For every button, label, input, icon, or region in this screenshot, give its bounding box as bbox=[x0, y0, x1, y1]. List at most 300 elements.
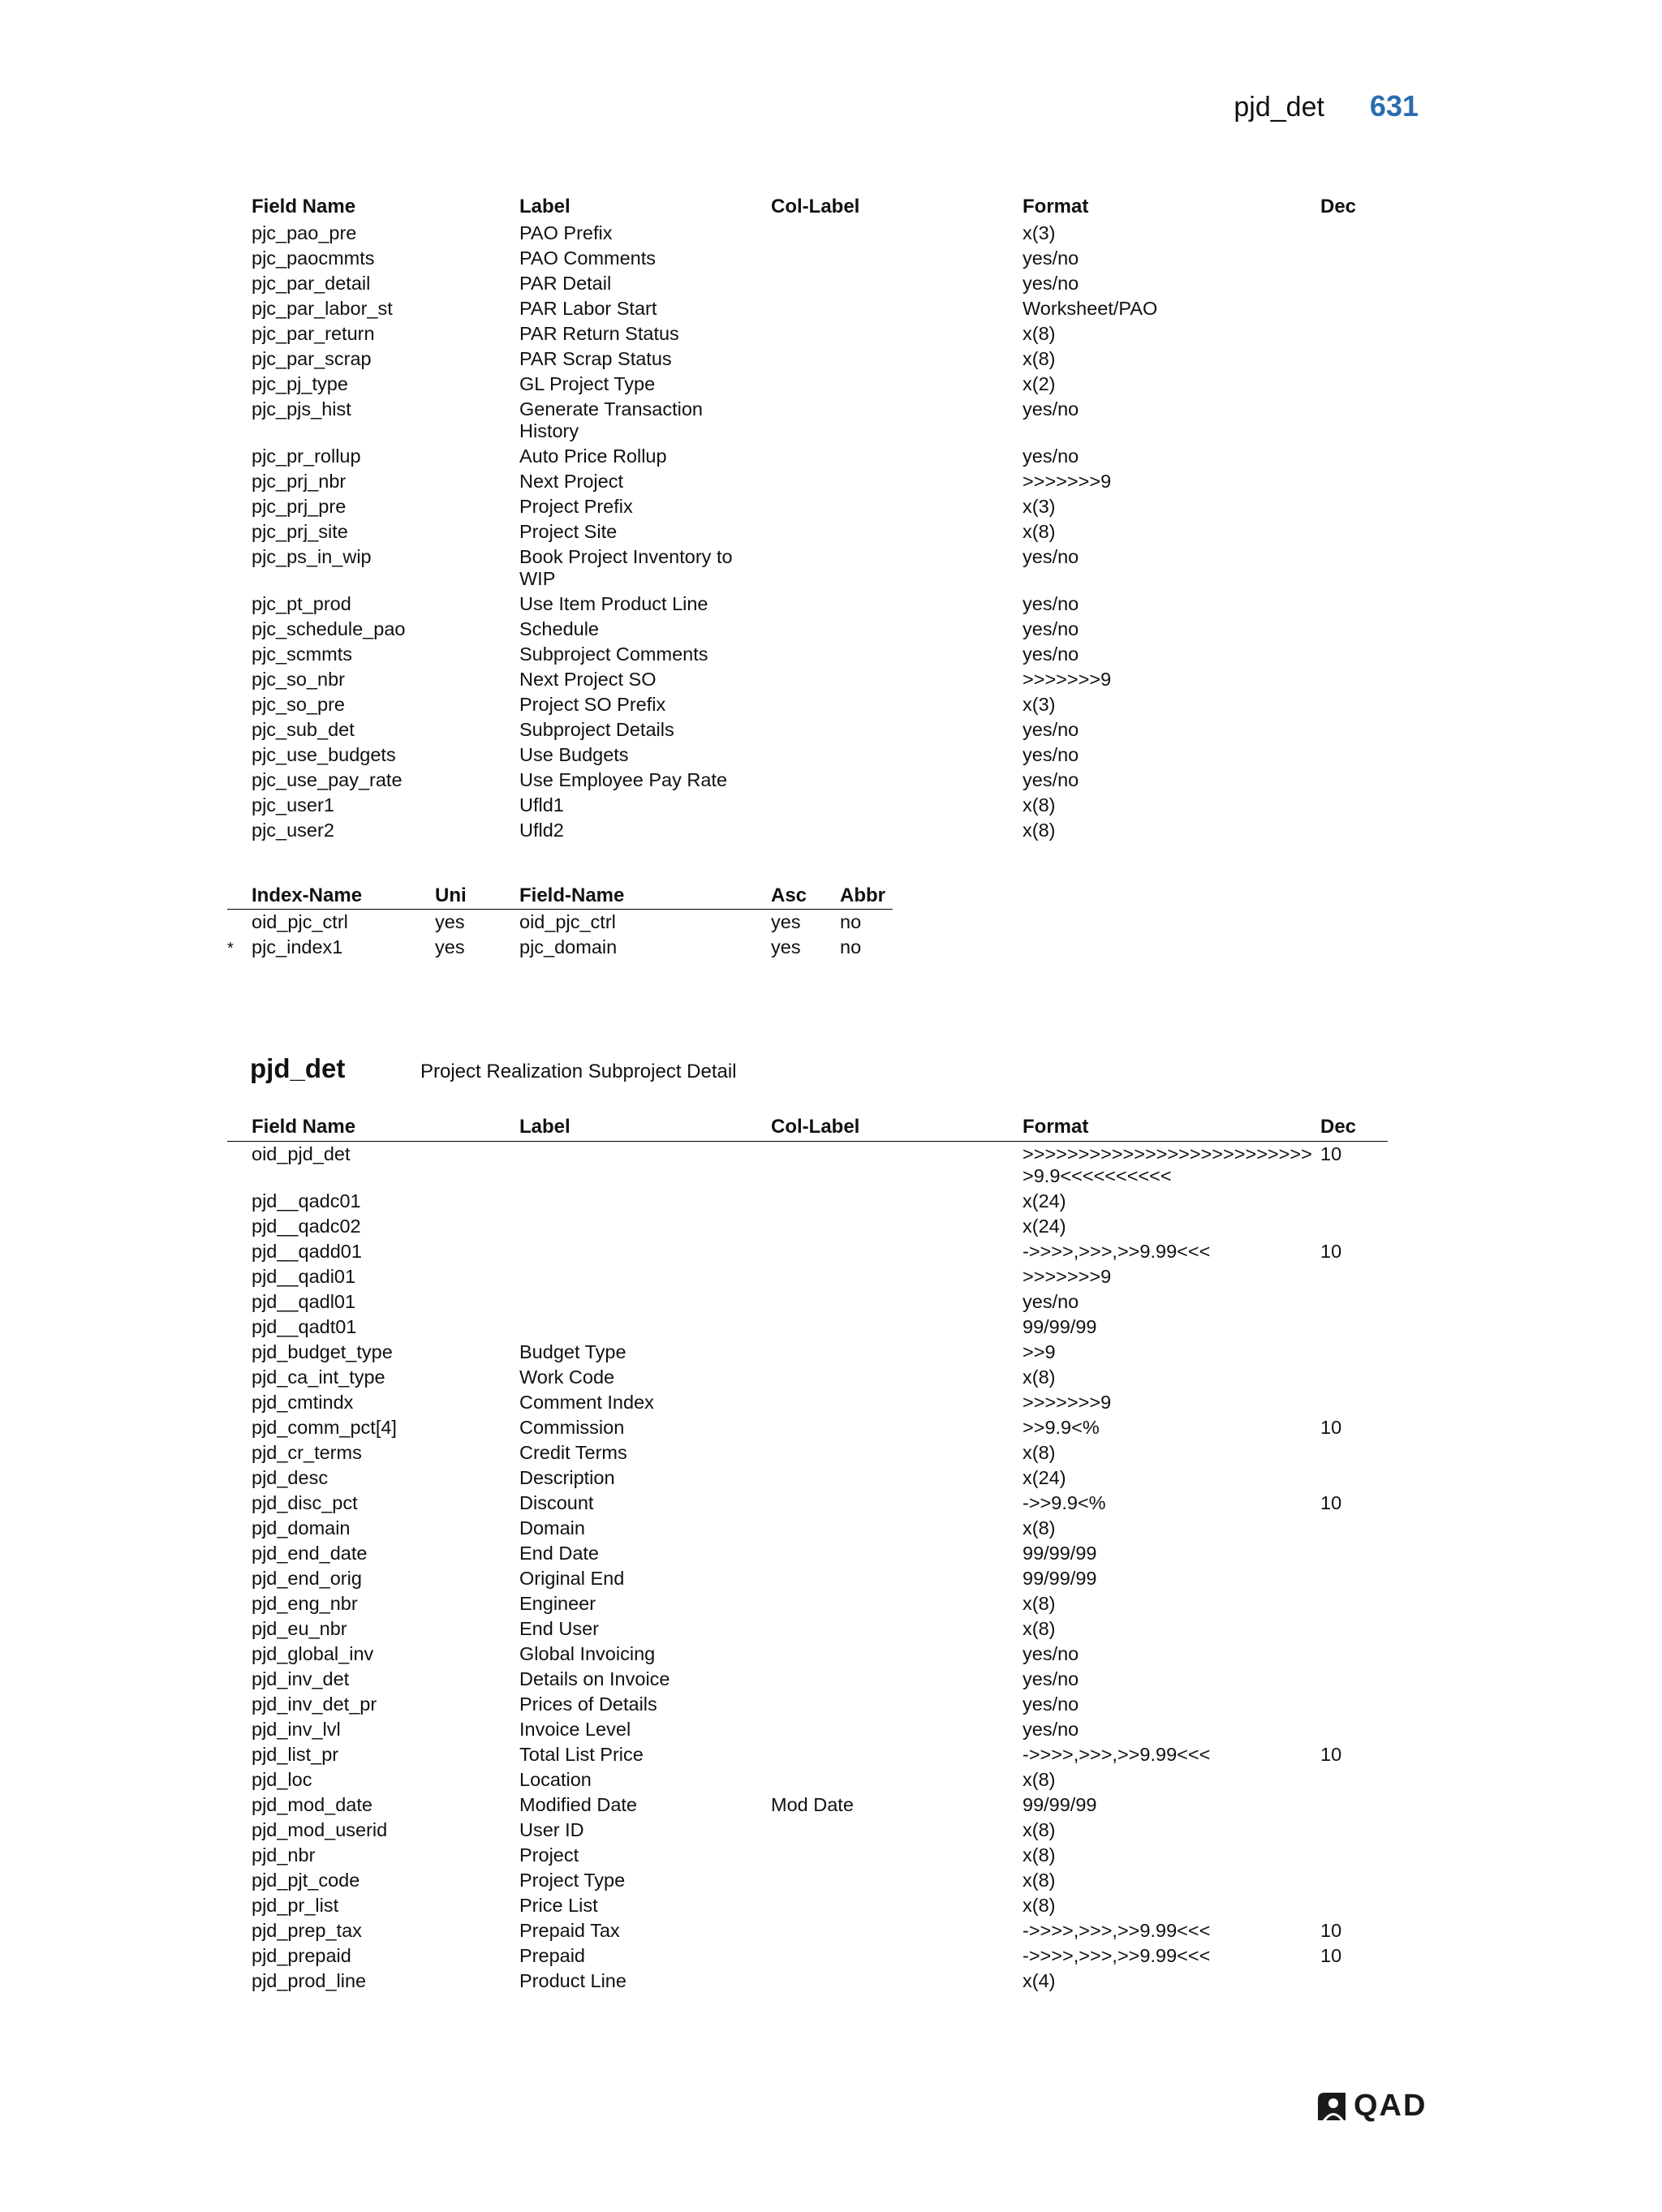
cell-text: no bbox=[840, 911, 862, 932]
field-name-cell: pjc_par_return bbox=[252, 323, 375, 344]
col-header-index-name: Index-Name bbox=[227, 884, 430, 910]
format-value: yes/no bbox=[1023, 593, 1079, 614]
col-label-cell bbox=[747, 1918, 998, 1943]
format-value: x(24) bbox=[1023, 1190, 1066, 1211]
dec-cell bbox=[1319, 221, 1388, 246]
col-label-cell bbox=[747, 1264, 998, 1289]
table-row bbox=[227, 1918, 1388, 1943]
field-name-cell bbox=[495, 935, 747, 960]
dec-cell bbox=[1319, 1717, 1388, 1742]
dec-cell: 10 bbox=[1320, 1945, 1342, 1966]
dec-cell bbox=[1319, 1616, 1388, 1642]
dec-cell bbox=[1319, 1340, 1388, 1365]
format-cell bbox=[998, 1315, 1319, 1340]
field-name-cell: pjd__qadi01 bbox=[252, 1266, 356, 1287]
index-name-cell bbox=[227, 935, 430, 960]
dec-cell bbox=[1319, 469, 1388, 494]
label-cell: Budget Type bbox=[519, 1341, 626, 1362]
dec-cell: 10 bbox=[1320, 1744, 1342, 1765]
asc-cell bbox=[747, 935, 816, 960]
format-cell bbox=[998, 296, 1319, 321]
format-cell bbox=[998, 617, 1319, 642]
label-cell: Modified Date bbox=[519, 1794, 637, 1815]
dec-cell bbox=[1319, 1189, 1388, 1214]
label-cell: Use Employee Pay Rate bbox=[519, 769, 728, 790]
dec-cell bbox=[1319, 1591, 1388, 1616]
table-row bbox=[227, 818, 1388, 843]
table-row bbox=[227, 1390, 1388, 1415]
format-value: ->>9.9<% bbox=[1023, 1492, 1106, 1513]
label-cell: Use Budgets bbox=[519, 744, 629, 765]
dec-cell bbox=[1319, 1767, 1388, 1792]
format-cell bbox=[998, 1893, 1319, 1918]
label-cell bbox=[495, 1142, 747, 1190]
table-row bbox=[227, 1717, 1388, 1742]
format-value: 99/99/99 bbox=[1023, 1794, 1097, 1815]
format-cell bbox=[998, 1541, 1319, 1566]
col-label-cell bbox=[747, 1767, 998, 1792]
field-name-cell: pjd_prod_line bbox=[252, 1970, 367, 1991]
field-name-cell: pjc_use_pay_rate bbox=[252, 769, 403, 790]
col-label-cell bbox=[747, 296, 998, 321]
cell-text: oid_pjc_ctrl bbox=[519, 911, 616, 932]
field-name-cell: pjd_inv_det bbox=[252, 1668, 350, 1689]
label-cell bbox=[495, 1239, 747, 1264]
format-cell bbox=[998, 1918, 1319, 1943]
table-description: Project Realization Subproject Detail bbox=[420, 1061, 737, 1082]
col-label-cell bbox=[747, 1390, 998, 1415]
field-name-cell: pjc_user2 bbox=[252, 820, 334, 841]
label-cell: Project bbox=[519, 1844, 579, 1866]
format-value: yes/no bbox=[1023, 1291, 1079, 1312]
col-label-cell bbox=[747, 1868, 998, 1893]
col-label-cell bbox=[747, 1142, 998, 1190]
label-cell: Next Project bbox=[519, 471, 623, 492]
dec-cell bbox=[1319, 642, 1388, 667]
table-row bbox=[227, 444, 1388, 469]
field-name-cell: pjd_mod_userid bbox=[252, 1819, 388, 1840]
table-row bbox=[227, 1264, 1388, 1289]
format-value: x(8) bbox=[1023, 323, 1056, 344]
col-label-cell bbox=[747, 692, 998, 717]
format-value: yes/no bbox=[1023, 719, 1079, 740]
label-cell: Comment Index bbox=[519, 1392, 654, 1413]
table-row bbox=[227, 935, 893, 960]
format-value: x(8) bbox=[1023, 1442, 1056, 1463]
col-label-cell: Mod Date bbox=[771, 1794, 854, 1815]
label-cell: Project SO Prefix bbox=[519, 694, 666, 715]
dec-cell bbox=[1319, 494, 1388, 519]
format-cell bbox=[998, 1415, 1319, 1440]
dec-cell bbox=[1319, 1566, 1388, 1591]
col-label-cell bbox=[747, 1340, 998, 1365]
col-label-cell bbox=[747, 1616, 998, 1642]
col-label-cell bbox=[747, 469, 998, 494]
format-cell bbox=[998, 321, 1319, 346]
col-header-dec: Dec bbox=[1319, 1115, 1388, 1142]
format-cell bbox=[998, 1868, 1319, 1893]
label-cell: Project Site bbox=[519, 521, 618, 542]
format-value: x(24) bbox=[1023, 1216, 1066, 1237]
dec-cell bbox=[1319, 1692, 1388, 1717]
abbr-cell bbox=[816, 910, 893, 936]
format-cell bbox=[998, 1491, 1319, 1516]
table-row bbox=[227, 642, 1388, 667]
label-cell: PAO Prefix bbox=[519, 222, 613, 243]
label-cell: Price List bbox=[519, 1895, 598, 1916]
field-name-cell: pjc_use_budgets bbox=[252, 744, 396, 765]
field-name-cell: pjd_domain bbox=[252, 1517, 351, 1539]
field-name-cell: pjd_mod_date bbox=[252, 1794, 372, 1815]
table-row bbox=[227, 910, 893, 936]
label-cell: Ufld1 bbox=[519, 794, 564, 816]
format-value: >>>>>>>>>>>>>>>>>>>>>>>>>>>9.9<<<<<<<<<< bbox=[1023, 1143, 1312, 1186]
table-row bbox=[227, 1415, 1388, 1440]
format-cell bbox=[998, 768, 1319, 793]
field-name-cell: pjc_pt_prod bbox=[252, 593, 351, 614]
label-cell: Original End bbox=[519, 1568, 625, 1589]
format-cell bbox=[998, 1440, 1319, 1465]
label-cell: Commission bbox=[519, 1417, 625, 1438]
format-cell bbox=[998, 397, 1319, 444]
dec-cell bbox=[1319, 717, 1388, 742]
field-name-cell: pjd_loc bbox=[252, 1769, 312, 1790]
field-name-cell: pjd_comm_pct[4] bbox=[252, 1417, 397, 1438]
format-cell bbox=[998, 1767, 1319, 1792]
format-cell bbox=[998, 717, 1319, 742]
table-row bbox=[227, 494, 1388, 519]
table-row bbox=[227, 1868, 1388, 1893]
label-cell: Details on Invoice bbox=[519, 1668, 670, 1689]
fields-table-header bbox=[227, 1115, 1388, 1142]
label-cell: Prices of Details bbox=[519, 1693, 657, 1715]
dec-cell: 10 bbox=[1320, 1492, 1342, 1513]
table-row bbox=[227, 592, 1388, 617]
field-name-cell: pjc_par_labor_st bbox=[252, 298, 393, 319]
label-cell: PAR Return Status bbox=[519, 323, 679, 344]
field-name-cell: pjd_prepaid bbox=[252, 1945, 351, 1966]
label-cell: GL Project Type bbox=[519, 373, 656, 394]
table-row bbox=[227, 617, 1388, 642]
col-label-cell bbox=[747, 1843, 998, 1868]
label-cell: PAR Detail bbox=[519, 273, 612, 294]
table-row bbox=[227, 271, 1388, 296]
dec-cell bbox=[1319, 667, 1388, 692]
format-value: yes/no bbox=[1023, 744, 1079, 765]
label-cell: End Date bbox=[519, 1543, 599, 1564]
dec-cell bbox=[1319, 692, 1388, 717]
field-name-cell: pjc_pjs_hist bbox=[252, 398, 351, 420]
field-name-cell: pjd_end_orig bbox=[252, 1568, 362, 1589]
col-label-cell bbox=[747, 1969, 998, 1994]
running-head-title: pjd_det bbox=[1234, 92, 1324, 123]
table-row bbox=[227, 1692, 1388, 1717]
col-header-format: Format bbox=[998, 1115, 1319, 1142]
format-cell bbox=[998, 1616, 1319, 1642]
field-name-cell: pjc_prj_pre bbox=[252, 496, 347, 517]
field-name-cell: pjc_schedule_pao bbox=[252, 618, 406, 639]
format-cell bbox=[998, 1390, 1319, 1415]
format-cell bbox=[998, 221, 1319, 246]
col-label-cell bbox=[747, 742, 998, 768]
dec-cell bbox=[1319, 1516, 1388, 1541]
table-row bbox=[227, 692, 1388, 717]
field-name-cell: pjd__qadd01 bbox=[252, 1241, 362, 1262]
field-name-cell: pjd_end_date bbox=[252, 1543, 368, 1564]
field-name-cell: pjc_pao_pre bbox=[252, 222, 357, 243]
label-cell: Work Code bbox=[519, 1366, 615, 1388]
format-value: yes/no bbox=[1023, 398, 1079, 420]
table-row bbox=[227, 1465, 1388, 1491]
cell-text: pjc_index1 bbox=[252, 936, 343, 958]
dec-cell bbox=[1319, 1365, 1388, 1390]
cell-text: yes bbox=[771, 936, 801, 958]
format-cell bbox=[998, 246, 1319, 271]
col-header-abbr: Abbr bbox=[816, 884, 893, 910]
index-table-header bbox=[227, 884, 893, 910]
cell-text: yes bbox=[435, 911, 465, 932]
format-cell bbox=[998, 742, 1319, 768]
col-label-cell bbox=[747, 1818, 998, 1843]
table-row bbox=[227, 1742, 1388, 1767]
field-name-cell: pjc_paocmmts bbox=[252, 247, 375, 269]
format-value: >>9 bbox=[1023, 1341, 1056, 1362]
table-row bbox=[227, 1893, 1388, 1918]
format-cell bbox=[998, 1818, 1319, 1843]
field-name-cell: pjc_pr_rollup bbox=[252, 445, 361, 467]
field-name-cell: pjc_par_scrap bbox=[252, 348, 372, 369]
dec-cell bbox=[1319, 271, 1388, 296]
label-cell: Subproject Details bbox=[519, 719, 674, 740]
field-name-cell: pjc_par_detail bbox=[252, 273, 371, 294]
dec-cell bbox=[1319, 793, 1388, 818]
col-label-cell bbox=[747, 1491, 998, 1516]
format-cell bbox=[998, 1214, 1319, 1239]
label-cell: Auto Price Rollup bbox=[519, 445, 667, 467]
format-value: >>9.9<% bbox=[1023, 1417, 1100, 1438]
field-name-cell: oid_pjd_det bbox=[252, 1143, 351, 1164]
col-label-cell bbox=[747, 1591, 998, 1616]
format-value: x(8) bbox=[1023, 1870, 1056, 1891]
table-row bbox=[227, 768, 1388, 793]
table-row bbox=[227, 1943, 1388, 1969]
table-row bbox=[227, 296, 1388, 321]
field-name-cell: pjd__qadc02 bbox=[252, 1216, 361, 1237]
format-cell bbox=[998, 592, 1319, 617]
table-row bbox=[227, 1591, 1388, 1616]
format-cell bbox=[998, 1667, 1319, 1692]
field-name-cell: pjd_budget_type bbox=[252, 1341, 393, 1362]
fields-table-header bbox=[227, 195, 1388, 221]
format-value: yes/no bbox=[1023, 1668, 1079, 1689]
dec-cell bbox=[1319, 397, 1388, 444]
col-header-field-name: Field-Name bbox=[495, 884, 747, 910]
dec-cell bbox=[1319, 1642, 1388, 1667]
col-label-cell bbox=[747, 717, 998, 742]
format-cell bbox=[998, 346, 1319, 372]
dec-cell bbox=[1319, 1818, 1388, 1843]
section-heading bbox=[250, 1053, 737, 1084]
format-value: x(8) bbox=[1023, 1593, 1056, 1614]
table-row bbox=[227, 469, 1388, 494]
format-cell bbox=[998, 1591, 1319, 1616]
format-value: x(8) bbox=[1023, 1844, 1056, 1866]
label-cell: Engineer bbox=[519, 1593, 596, 1614]
dec-cell bbox=[1319, 246, 1388, 271]
format-cell bbox=[998, 271, 1319, 296]
col-label-cell bbox=[747, 321, 998, 346]
dec-cell bbox=[1319, 1667, 1388, 1692]
format-value: yes/no bbox=[1023, 769, 1079, 790]
dec-cell bbox=[1319, 592, 1388, 617]
table-row bbox=[227, 372, 1388, 397]
col-label-cell bbox=[747, 1189, 998, 1214]
table-row bbox=[227, 1642, 1388, 1667]
col-header-asc: Asc bbox=[747, 884, 816, 910]
field-name-cell: pjc_so_pre bbox=[252, 694, 345, 715]
format-value: >>>>>>>9 bbox=[1023, 1266, 1112, 1287]
label-cell bbox=[495, 1289, 747, 1315]
field-name-cell: pjd__qadl01 bbox=[252, 1291, 356, 1312]
format-cell bbox=[998, 1717, 1319, 1742]
dec-cell bbox=[1319, 1440, 1388, 1465]
label-cell: Prepaid Tax bbox=[519, 1920, 620, 1941]
label-cell: PAR Scrap Status bbox=[519, 348, 672, 369]
col-label-cell bbox=[747, 1415, 998, 1440]
col-label-cell bbox=[747, 592, 998, 617]
dec-cell bbox=[1319, 1214, 1388, 1239]
table-row bbox=[227, 1667, 1388, 1692]
dec-cell bbox=[1319, 1264, 1388, 1289]
table-row bbox=[227, 793, 1388, 818]
label-cell: Location bbox=[519, 1769, 592, 1790]
col-label-cell bbox=[747, 246, 998, 271]
table-row bbox=[227, 1541, 1388, 1566]
dec-cell bbox=[1319, 296, 1388, 321]
dec-cell: 10 bbox=[1320, 1143, 1342, 1164]
format-cell bbox=[998, 1289, 1319, 1315]
uni-cell bbox=[430, 935, 495, 960]
label-cell: Generate Transaction History bbox=[519, 398, 703, 441]
table-row bbox=[227, 346, 1388, 372]
dec-cell bbox=[1319, 519, 1388, 544]
col-label-cell bbox=[747, 642, 998, 667]
format-value: ->>>>,>>>,>>9.99<<< bbox=[1023, 1241, 1211, 1262]
field-name-cell bbox=[495, 910, 747, 936]
index-table bbox=[227, 884, 893, 960]
table-row bbox=[227, 221, 1388, 246]
field-name-cell: pjd_global_inv bbox=[252, 1643, 374, 1664]
field-name-cell: pjc_sub_det bbox=[252, 719, 355, 740]
format-cell bbox=[998, 1239, 1319, 1264]
field-name-cell: pjd_disc_pct bbox=[252, 1492, 358, 1513]
col-header-field-name: Field Name bbox=[227, 1115, 495, 1142]
format-cell bbox=[998, 544, 1319, 592]
table-row bbox=[227, 544, 1388, 592]
format-value: >>>>>>>9 bbox=[1023, 1392, 1112, 1413]
format-cell bbox=[998, 642, 1319, 667]
col-label-cell bbox=[747, 1642, 998, 1667]
label-cell: Project Type bbox=[519, 1870, 626, 1891]
label-cell: Next Project SO bbox=[519, 669, 657, 690]
logo-text: QAD bbox=[1354, 2089, 1427, 2123]
col-label-cell bbox=[747, 1566, 998, 1591]
format-cell bbox=[998, 1566, 1319, 1591]
dec-cell bbox=[1319, 444, 1388, 469]
col-label-cell bbox=[747, 1440, 998, 1465]
format-cell bbox=[998, 667, 1319, 692]
format-cell bbox=[998, 692, 1319, 717]
dec-cell bbox=[1319, 544, 1388, 592]
table-row bbox=[227, 1340, 1388, 1365]
table-row bbox=[227, 1239, 1388, 1264]
format-value: yes/no bbox=[1023, 247, 1079, 269]
field-name-cell: pjd_cr_terms bbox=[252, 1442, 362, 1463]
dec-cell bbox=[1319, 818, 1388, 843]
label-cell bbox=[495, 1214, 747, 1239]
cell-text: yes bbox=[435, 936, 465, 958]
col-label-cell bbox=[747, 1943, 998, 1969]
format-cell bbox=[998, 1264, 1319, 1289]
running-head bbox=[1234, 89, 1419, 123]
dec-cell bbox=[1319, 1465, 1388, 1491]
field-name-cell: pjc_ps_in_wip bbox=[252, 546, 372, 567]
col-header-col-label: Col-Label bbox=[771, 196, 860, 217]
format-value: x(8) bbox=[1023, 794, 1056, 816]
table-row bbox=[227, 742, 1388, 768]
format-value: x(2) bbox=[1023, 373, 1056, 394]
dec-cell bbox=[1319, 1893, 1388, 1918]
format-value: x(8) bbox=[1023, 1769, 1056, 1790]
format-value: yes/no bbox=[1023, 546, 1079, 567]
field-name-cell: pjc_prj_nbr bbox=[252, 471, 347, 492]
format-cell bbox=[998, 1943, 1319, 1969]
col-label-cell bbox=[747, 667, 998, 692]
format-value: Worksheet/PAO bbox=[1023, 298, 1158, 319]
label-cell: Total List Price bbox=[519, 1744, 644, 1765]
format-value: x(8) bbox=[1023, 1895, 1056, 1916]
label-cell: PAO Comments bbox=[519, 247, 657, 269]
col-header-col-label: Col-Label bbox=[747, 1115, 998, 1142]
format-cell bbox=[998, 1792, 1319, 1818]
format-cell bbox=[998, 372, 1319, 397]
format-cell bbox=[998, 1642, 1319, 1667]
label-cell: Schedule bbox=[519, 618, 599, 639]
format-value: x(8) bbox=[1023, 1366, 1056, 1388]
format-cell bbox=[998, 519, 1319, 544]
format-cell bbox=[998, 1365, 1319, 1390]
col-label-cell bbox=[747, 818, 998, 843]
col-label-cell bbox=[747, 397, 998, 444]
field-name-cell: pjc_user1 bbox=[252, 794, 334, 816]
table-row bbox=[227, 1189, 1388, 1214]
format-value: x(8) bbox=[1023, 1819, 1056, 1840]
label-cell: User ID bbox=[519, 1819, 584, 1840]
label-cell: PAR Labor Start bbox=[519, 298, 657, 319]
dec-cell bbox=[1319, 1843, 1388, 1868]
table-row bbox=[227, 1792, 1388, 1818]
asc-cell bbox=[747, 910, 816, 936]
format-cell bbox=[998, 1969, 1319, 1994]
format-cell bbox=[998, 793, 1319, 818]
uni-cell bbox=[430, 910, 495, 936]
field-name-cell: pjc_so_nbr bbox=[252, 669, 345, 690]
table-row bbox=[227, 246, 1388, 271]
format-cell bbox=[998, 444, 1319, 469]
format-value: x(4) bbox=[1023, 1970, 1056, 1991]
field-name-cell: pjd__qadc01 bbox=[252, 1190, 361, 1211]
format-cell bbox=[998, 1142, 1319, 1190]
